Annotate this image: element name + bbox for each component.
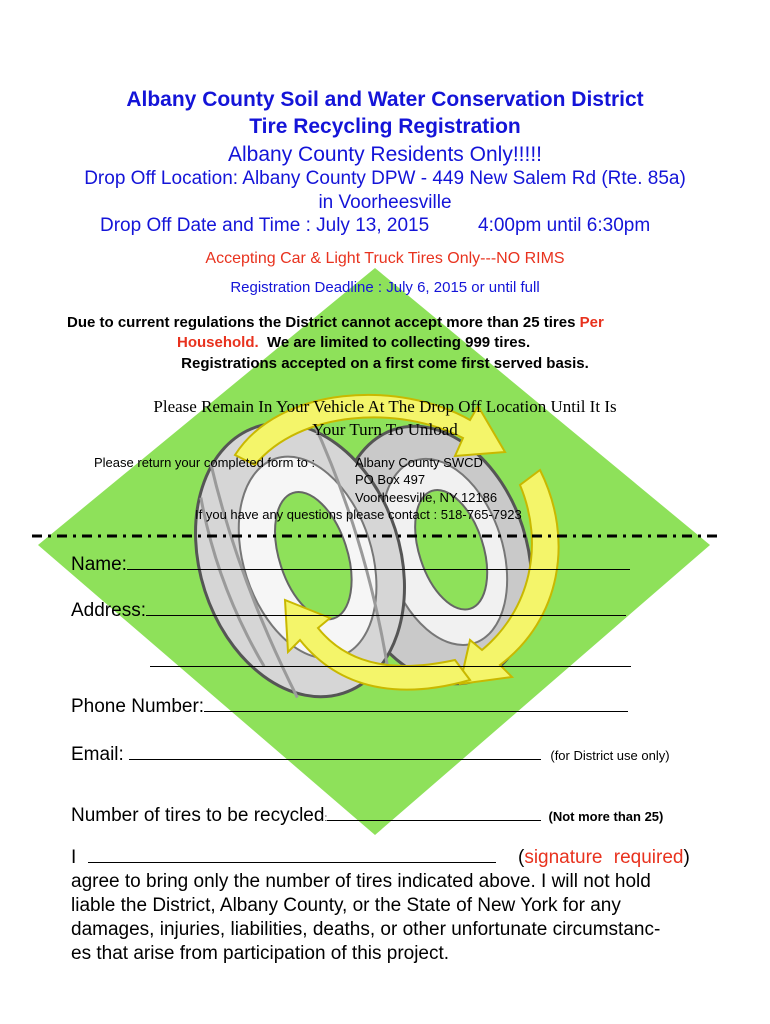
email-input[interactable]: [129, 759, 541, 760]
agreement-line-1: agree to bring only the number of tires indicated above. I will not hold: [71, 871, 651, 892]
phone-input[interactable]: [204, 711, 628, 712]
phone-label: Phone Number:: [71, 696, 205, 717]
residents-only: Albany County Residents Only!!!!!: [228, 143, 542, 166]
agreement-line-2: liable the District, Albany County, or the State of New York for any: [71, 895, 621, 916]
name-label: Name:: [71, 554, 127, 575]
return-address-2: PO Box 497: [355, 472, 426, 487]
notice-per: Per: [579, 314, 604, 331]
phone-row: [71, 696, 628, 718]
tires-colon: :: [324, 813, 328, 824]
name-row: [71, 554, 630, 576]
drop-off-time: 4:00pm until 6:30pm: [478, 215, 651, 236]
email-row: [71, 744, 670, 766]
signature-required: signature required: [524, 847, 684, 868]
return-address-1: Albany County SWCD: [355, 455, 483, 470]
name-input[interactable]: [127, 569, 630, 570]
notice-line-2: [177, 334, 530, 351]
address-input-line-2[interactable]: [150, 648, 631, 667]
signature-open: (: [518, 847, 525, 868]
drop-off-town: in Voorheesville: [318, 192, 452, 213]
drop-off-date: Drop Off Date and Time : July 13, 2015: [100, 215, 430, 236]
remain-line-1: Please Remain In Your Vehicle At The Drop Off Location Until It Is: [153, 397, 617, 416]
address-row: [71, 600, 626, 622]
return-address-3: Voorheesville, NY 12186: [355, 490, 498, 505]
agreement-line-3: damages, injuries, liabilities, deaths, or other unfortunate circumstanc-: [71, 919, 661, 940]
tires-row: [71, 805, 663, 827]
tires-note: (Not more than 25): [548, 809, 664, 824]
i-label: I: [71, 847, 77, 868]
signature-input[interactable]: [88, 862, 496, 863]
signature-close: ): [683, 847, 690, 868]
address-label: Address:: [71, 600, 146, 621]
questions-contact: If you have any questions please contact : 518-765-7923: [195, 507, 522, 522]
cut-line: [32, 534, 722, 538]
tires-label: Number of tires to be recycled: [71, 805, 325, 826]
notice-text: Due to current regulations the District cannot accept more than 25 tires: [67, 314, 580, 331]
remain-line-2: Your Turn To Unload: [312, 420, 458, 439]
signature-row: [71, 847, 496, 869]
accepting-note: Accepting Car & Light Truck Tires Only---NO RIMS: [205, 250, 565, 267]
tires-input[interactable]: [327, 820, 541, 821]
notice-limit: We are limited to collecting 999 tires.: [258, 334, 531, 351]
email-label: Email:: [71, 744, 130, 765]
registration-deadline: Registration Deadline : July 6, 2015 or until full: [230, 279, 540, 296]
address-input[interactable]: [146, 615, 626, 616]
signature-required-note: [518, 847, 690, 869]
agreement-line-4: es that arise from participation of this project.: [71, 943, 450, 964]
notice-line-1: [67, 314, 604, 331]
notice-household: Household.: [177, 334, 259, 351]
notice-line-3: Registrations accepted on a first come first served basis.: [181, 355, 589, 372]
form-title: Tire Recycling Registration: [249, 115, 521, 138]
drop-off-location: Drop Off Location: Albany County DPW - 449 New Salem Rd (Rte. 85a): [84, 168, 686, 189]
org-title: Albany County Soil and Water Conservation District: [126, 88, 644, 111]
email-note: (for District use only): [550, 748, 670, 763]
address-row-2: [150, 648, 631, 673]
return-label: Please return your completed form to :: [94, 455, 316, 470]
